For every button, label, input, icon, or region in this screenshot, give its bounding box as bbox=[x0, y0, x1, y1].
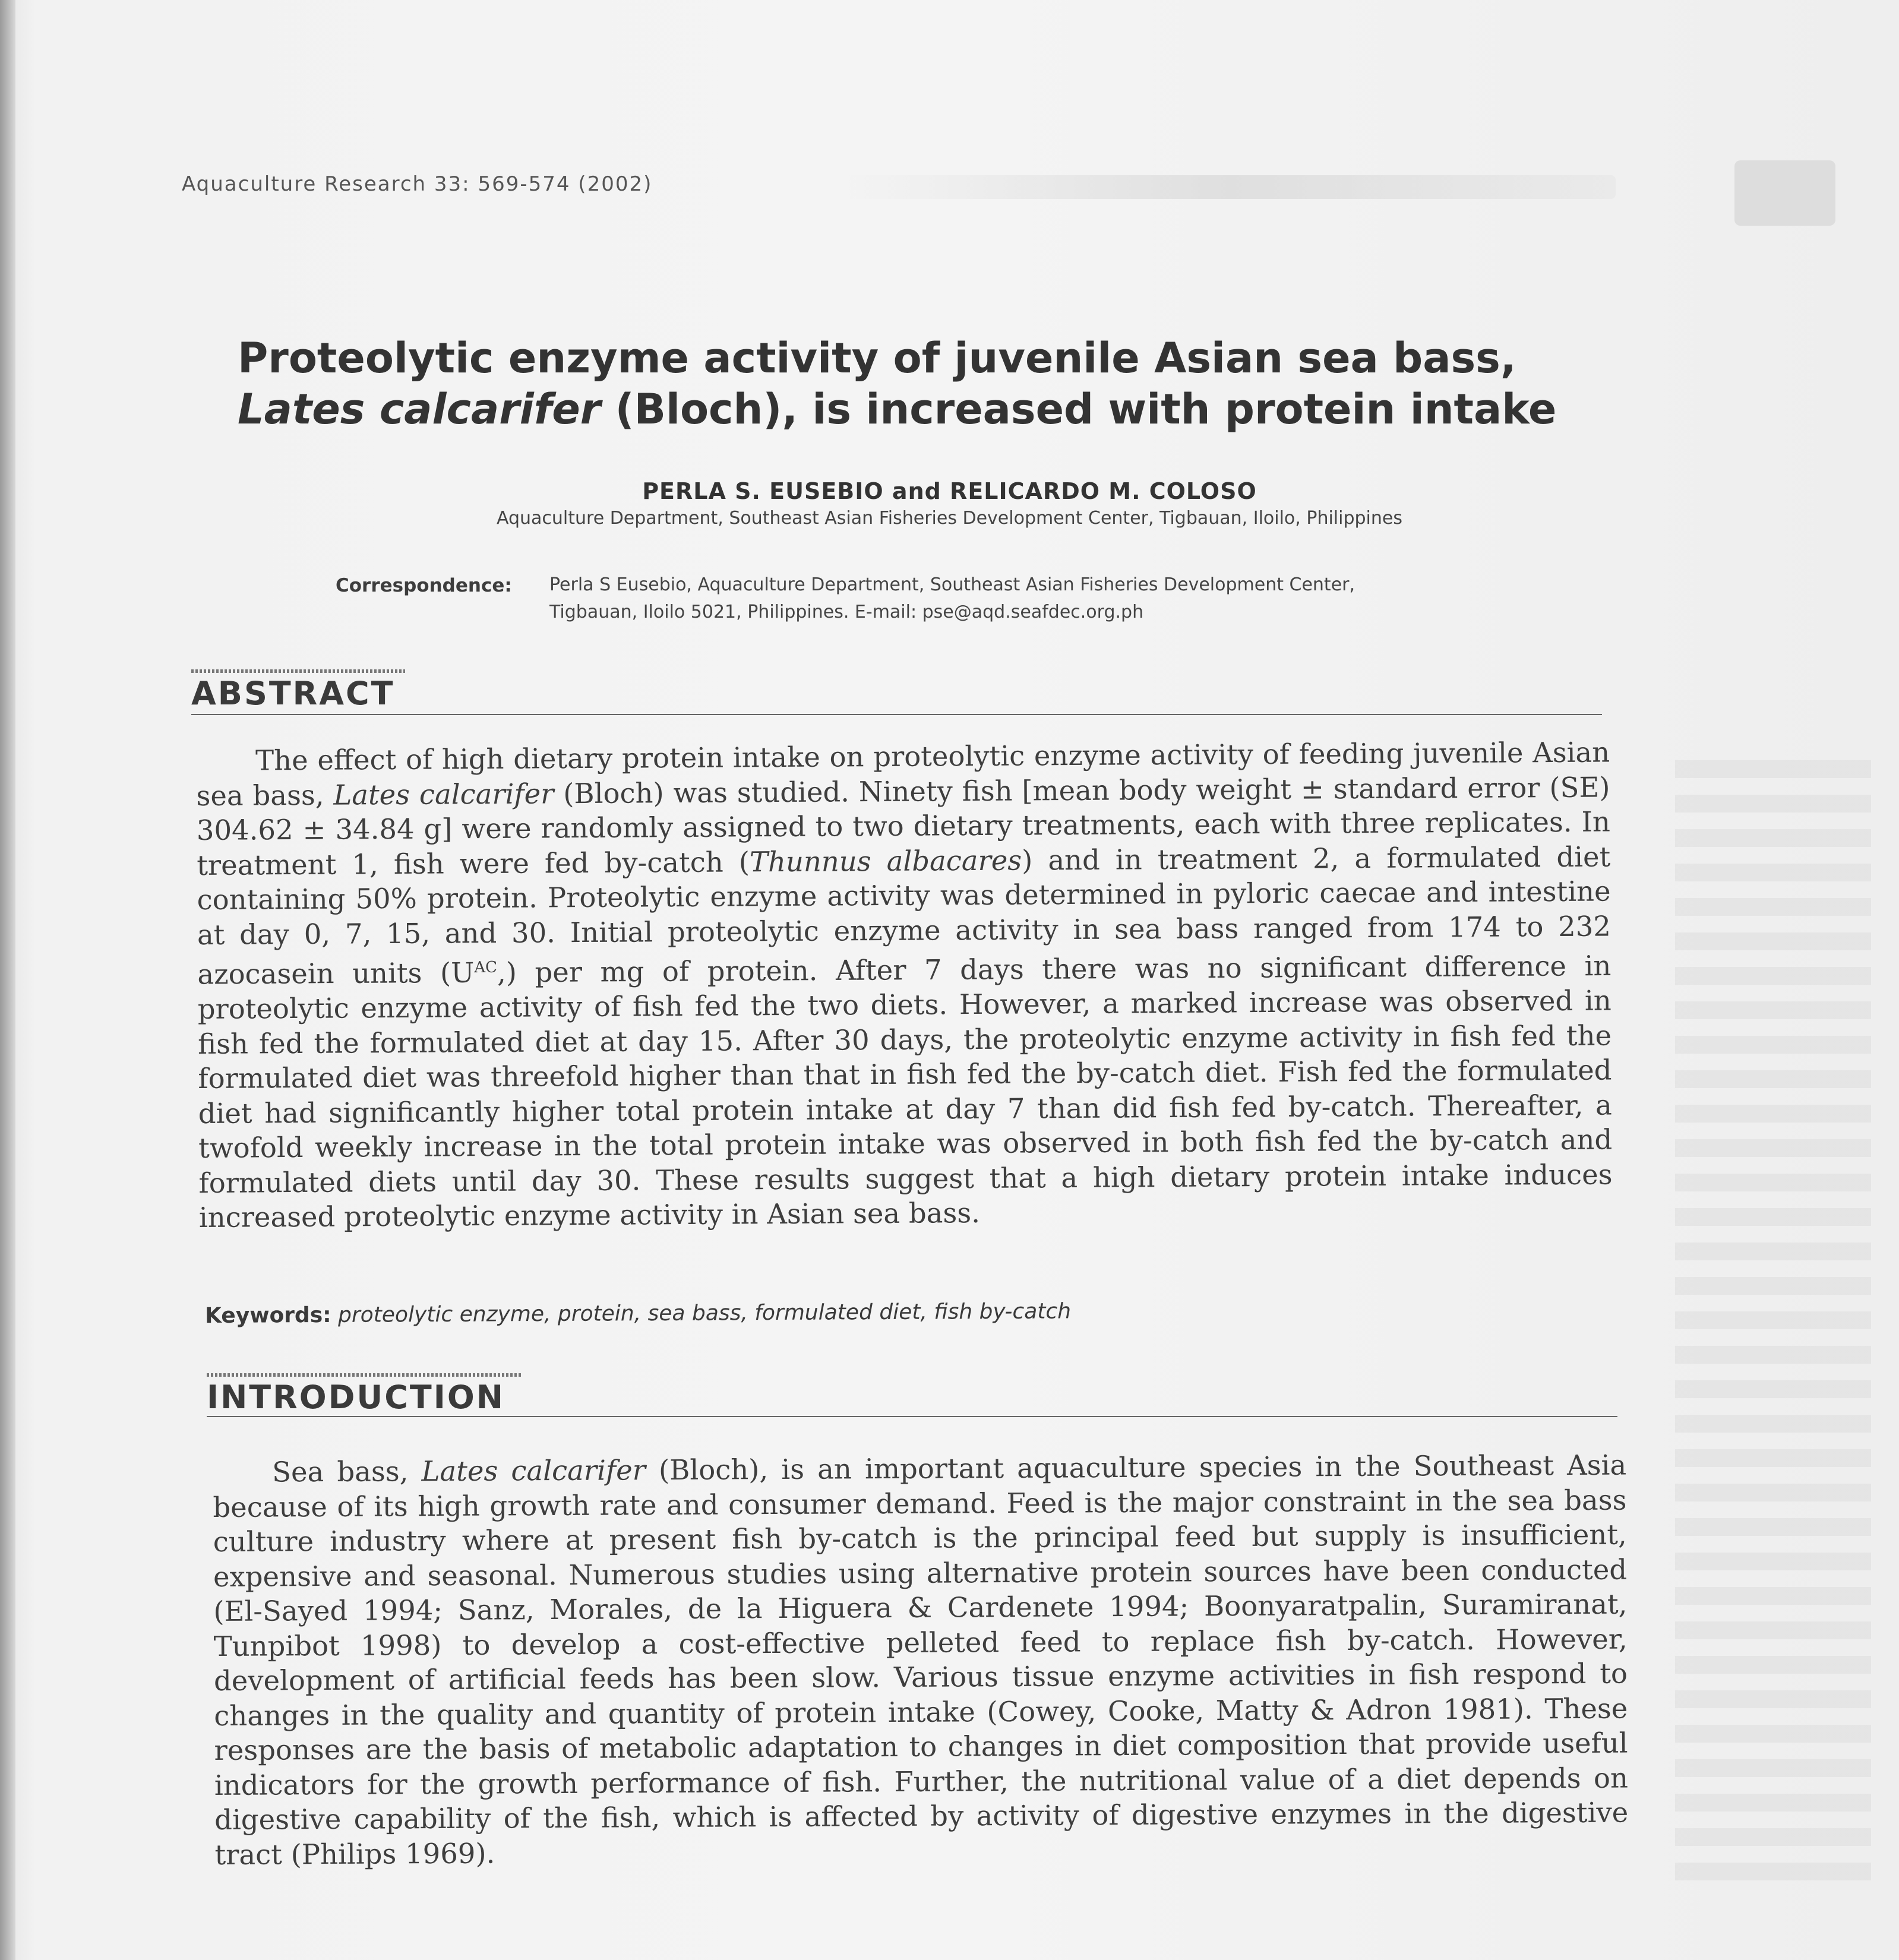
facing-page-bleed-number bbox=[1734, 160, 1835, 226]
abstract-text-2: (Bloch) was studied. Ninety fish [mean body weight ± standard error (SE) 304.62 ± 34.84 g] were randomly assigned to two dietary treatments, each with three replicates. In treatment 1, fish were fed by-catch ( bbox=[196, 770, 1611, 881]
page-spine-shadow bbox=[0, 0, 15, 1960]
correspondence-line-1: Perla S Eusebio, Aquaculture Department, Southeast Asian Fisheries Development Center, bbox=[549, 574, 1355, 595]
abstract-unit-superscript: AC bbox=[474, 958, 498, 977]
abstract-body bbox=[196, 735, 1613, 1235]
introduction-heading: INTRODUCTION bbox=[207, 1379, 505, 1416]
title-line-1: Proteolytic enzyme activity of juvenile Asian sea bass, bbox=[238, 334, 1516, 382]
abstract-paragraph bbox=[196, 735, 1613, 1235]
intro-species: Lates calcarifer bbox=[421, 1454, 646, 1488]
running-head: Aquaculture Research 33: 569-574 (2002) bbox=[182, 172, 653, 196]
title-line-2 bbox=[238, 384, 1639, 435]
correspondence-text bbox=[549, 571, 1512, 626]
keywords bbox=[205, 1296, 1631, 1328]
abstract-text-3: ) and in treatment 2, a formulated diet containing 50% protein. Proteolytic enzyme activity was determined in pyloric caecae and intestine at day 0, 7, 15, and 30. Initial proteolytic enzyme activity in sea bass ranged from 174 to 232 azocasein units (U bbox=[197, 840, 1612, 991]
abstract-rule bbox=[191, 714, 1602, 715]
abstract-bycatch-species: Thunnus albacares bbox=[749, 844, 1022, 878]
authors: PERLA S. EUSEBIO and RELICARDO M. COLOSO bbox=[642, 478, 1257, 504]
introduction-rule bbox=[207, 1416, 1617, 1417]
abstract-text-4: ,) per mg of protein. After 7 days there was no significant difference in proteolytic enzyme activity of fish fed the two diets. However, a marked increase was observed in fish fed the formulated diet at day 15. After 30 days, the proteolytic enzyme activity in fish fed the formulated diet was threefold higher than that in fish fed the by-catch diet. Fish fed the formulated diet had significantly higher total protein intake at day 7 than did fish fed by-catch. Thereafter, a twofold weekly increase in the total protein intake was observed in both fish fed the by-catch and formulated diets until day 30. These results suggest that a high dietary protein intake induces increased proteolytic enzyme activity in Asian sea bass. bbox=[197, 949, 1613, 1234]
article-title bbox=[214, 333, 1639, 435]
intro-text-1: Sea bass, bbox=[272, 1455, 422, 1488]
keywords-label: Keywords: bbox=[205, 1303, 331, 1328]
abstract-heading: ABSTRACT bbox=[191, 675, 395, 712]
abstract-text-1: The effect of high dietary protein intake on proteolytic enzyme activity of feeding juvenile Asian sea bass, bbox=[196, 736, 1610, 812]
facing-page-bleed-header bbox=[843, 175, 1616, 199]
introduction-heading-ornament bbox=[207, 1373, 522, 1377]
affiliation: Aquaculture Department, Southeast Asian Fisheries Development Center, Tigbauan, Iloilo, Philippines bbox=[496, 508, 1402, 529]
keywords-value: proteolytic enzyme, protein, sea bass, formulated diet, fish by-catch bbox=[337, 1299, 1072, 1327]
introduction-body bbox=[213, 1448, 1629, 1872]
intro-text-2: (Bloch), is an important aquaculture species in the Southeast Asia because of its high growth rate and consumer demand. Feed is the major constraint in the sea bass culture industry where at present fish by-catch is the principal feed but supply is insufficient, expensive and seasonal. Numerous studies using alternative protein sources have been conducted (El-Sayed 1994; Sanz, Morales, de la Higuera & Cardenete 1994; Boonyaratpalin, Suramiranat, Tunpibot 1998) to develop a cost-effective pelleted feed to replace fish by-catch. However, development of artificial feeds has been slow. Various tissue enzyme activities in fish respond to changes in the quality and quantity of protein intake (Cowey, Cooke, Matty & Adron 1981). These responses are the basis of metabolic adaptation to changes in diet composition that provide useful indicators for the growth performance of fish. Further, the nutritional value of a diet depends on digestive capability of the fish, which is affected by activity of digestive enzymes in the digestive tract (Philips 1969). bbox=[213, 1449, 1629, 1871]
correspondence-label: Correspondence: bbox=[336, 575, 512, 596]
abstract-heading-ornament bbox=[191, 669, 405, 673]
abstract-species: Lates calcarifer bbox=[333, 777, 554, 811]
title-species: Lates calcarifer bbox=[238, 385, 601, 434]
introduction-paragraph bbox=[213, 1448, 1629, 1872]
correspondence-line-2: Tigbauan, Iloilo 5021, Philippines. E-mail: pse@aqd.seafdec.org.ph bbox=[549, 602, 1144, 622]
title-line-2-rest: (Bloch), is increased with protein intake bbox=[601, 385, 1557, 434]
facing-page-bleed-text bbox=[1675, 760, 1871, 1889]
